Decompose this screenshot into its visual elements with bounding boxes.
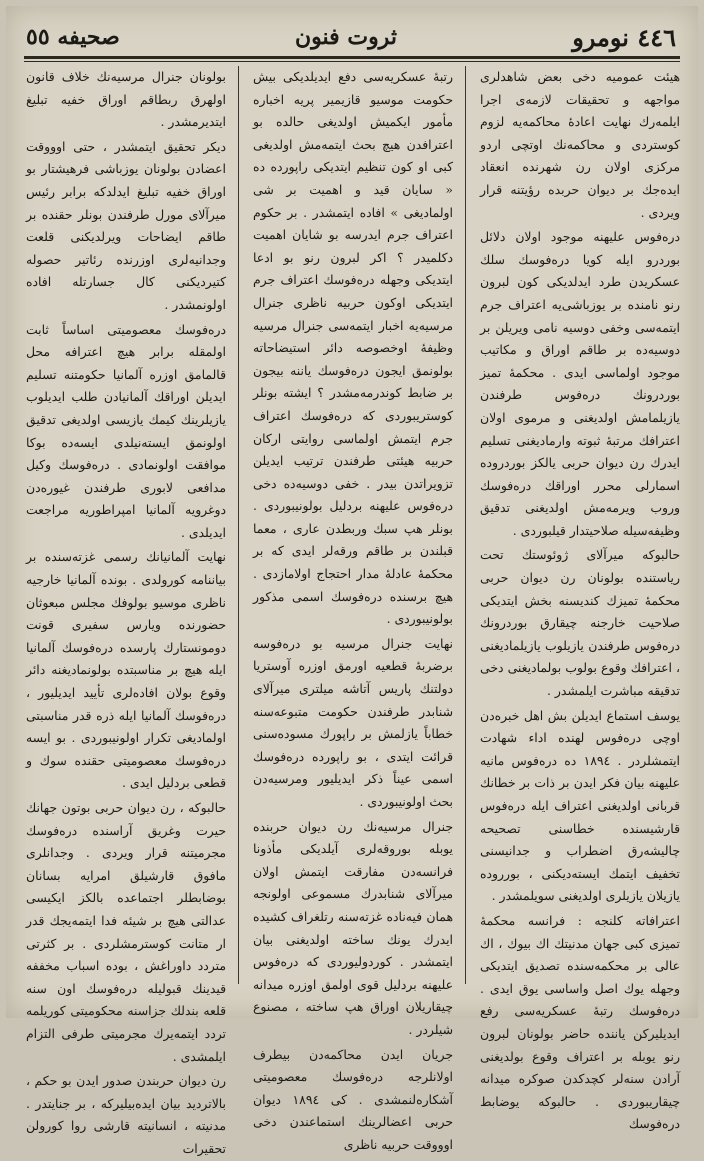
paragraph: بولونان جنرال مرسیه‌نك خلاف قانون اولهرق ربطاقم اوراق خفیه تبلیغ ایتدیرمشدر . [26,69,226,130]
text-column-middle [253,66,453,1152]
paragraph: نهایت آلمانیانك رسمی غزته‌سنده بر بیاننامه کورولدی . بونده آلمانیا خارجیه ناظری موسیو بولوفك مجلس مبعوثان حضورنده ویارس سفیری قونت دومونستارك پارسده دره‌فوسك آلمانیا ایله هیچ بر مناسبتده بولونمادیغنه دائر وقوع بولان افاده‌لری تأیید ایدیلیور ، دره‌فوسك آلمانیا ایله ذره قدر مناسبتی اولمادیغی تکرار اولونیبوردی . بو ایسه دره‌فوسك معصومیتی حقنده سوك و قطعی بردلیل ایدی . [26,549,226,791]
paragraph: رن دیوان حربندن صدور ایدن بو حکم ، بالاتردید بیان ایده‌بیلیرکه ، بر جنایتدر . مدنیته ، انسانیته قارشی روا کورولن تحقیرات [26,1073,226,1156]
paragraph: اعترافاته کلنجه : فرانسه محکمهٔ تمیزی کبی جهان مدنیتك اك بیوك ، اك عالی بر محکمه‌سنده تصدیق ایتدیکی وجهله یوك اصل واساسی یوق ایدی . دره‌فوسك رتبهٔ عسکریه‌سی رفع ایدیلیرکن یاننده حاضر بولونان لبرون رنو یوبله بر اعتراف وقوع بولدیغنی آرادن سنه‌لر کچدکدن صوکره میدانه چیقاریبوردی . حالبوکه یوضابط دره‌فوسك [480,912,680,1132]
paragraph: جنرال مرسیه‌نك رن دیوان حربنده یوبله بوروقه‌لری آیلدیکی مأذونا فرانسه‌دن مفارقت ایتمش اولان میرآلای شنابدرك مسموعی اولونجه همان فیه‌ناده غزته‌سنه رتلغراف کشیده ایدرك یونك ساخته اولدیغنی بیان ایتمشدر . کوردولیوردی که دره‌فوس علیهنه بردلیل قوی اولمق اوزره میدانه چیقاریلان اوراق هپ ساخته ، مصنوع شیلردر . [253,818,453,1037]
paragraph: دره‌فوس علیهنه موجود اولان دلائل بوردرو ایله کویا دره‌فوسك سلك عسکریدن طرد ایدلدیکی کون لبرون رنو نامنده بر یوزباشی‌یه اعتراف جرم ایتمه‌سی وخفی دوسیه نامی ویریلن بر دوسیه‌ده بر طاقم اوراق و مکاتیب موجود اولماسی ایدی . محکمه‌ٔ تمیز بوردرونك دره‌فوس طرفندن یازیلمامش اولدیغنی و مرموی اولان اعترافك مرتبه‌ٔ ثبوته وارمادیغنی تسلیم ایدرك رن دیوان حربی یالکز بوردروده اسمارلی محرر اوراقك دره‌فوسك وروب ویرمه‌مش اولدیغنی تدقیق وظیفه‌سیله صلاحیتدار قیلبوردی . [480,229,680,538]
column-divider [465,66,466,984]
paragraph: حالبوکه میرآلای ژوئوستك تحت ریاستنده بولونان رن دیوان حربی محکمه‌ٔ تمیزك کندیسنه بخش ایتدیکی صلاحیت خارجنه چیقارق بوردرونك دره‌فوس طرفندن یازیلوب یازیلمادیغنی ، اعترافك وقوع بولوب بولمادیغنی دخی تدقیقه مباشرت ایلمشدر . [480,547,680,699]
page-header [26,20,676,54]
issue-number: ٤٤٦ نومرو [572,22,676,52]
paragraph: دیکر تحقیق ایتمشدر ، حتی اوووقت اعضادن بولونان یوزباشی فرهیشتار بو اوراق خفیه تبلیغ ایدلدکه برابر رئیس میرآلای مورل طرفندن بونلر حقنده بر طاقم ایضاحات ویرلدیکنی قلعت وجدانیه‌لری اوزرنده رئاتیر حصوله کتیردیکنی کال جسارتله افاده اولونمشدر . [26,138,226,312]
paragraph: دره‌فوسك معصومیتی اساساً ثابت اولمقله برابر هیچ اعترافه محل قالمامق اوزره آلمانیا حکومتنه تسلیم ایدیلن اوراقك آلمانیادن طلب ایدیلوب یازیلرینك کیمك یازیسی اولدیغی تدقیق اولونمق ایسته‌نیلدی ایسه‌ده بوکا موافقت اولونمادی . دره‌فوسك وکیل مدافعی لابوری طرفندن غیوره‌دن دوغرویه آلمانیا امپراطوریه مراجعت ایدیلدی . [26,321,226,540]
text-column-right [480,66,680,1132]
text-column-left [26,66,226,1156]
header-rule [24,56,680,59]
paragraph: رتبهٔ عسکریه‌سی دفع ایدیلدیکی بیش حکومت موسیو قازیمیر پریه اخباره مأمور ایکمیش اولدیغی حالده بو اعترافدن هیچ بحث ایتمه‌مش اولدیغی کبی او کون تنظیم ایتدیکی راپورده ده « سایان قید و اهمیت بر شی اولمادیغی » افاده ایتمشدر . بر حکوم اعتراف جرم ایدرسه بو شایان اهمیت دکلمیدر ؟ اکر لبرون رنو بو ادعا ایتدیکی وجهله دره‌فوسك اعتراف جرم ایتدیکی اوکون حربیه ناظری جنرال مرسیه‌یه اخبار ایتمه‌سی جنرال مرسیه وظیفهٔ اوخصوصه دائر استیضاحاته بولونمق ایجون دره‌فوسك یاننه بیجون بر ضابط کوندرمه‌مشدر ؟ ایشته بونلر کوستریبوردی که دره‌فوسك اعتراف جرم ایتمش اولماسی روایتی ارکان حربیه هیئتی طرفندن ترتیب ایدیلن تزویراتدن بیدر . خفی دوسیه‌ده دخی دره‌فوس علیهنه بردلیل بولونیبوردی . بونلر هپ سبك وربطدن عاری ، معما قبلندن بر طاقم ورقه‌لر ایدی که بر محکمهٔ عادلهٔ مدار احتجاج اولامازدی . هیچ برسنده دره‌فوسك اسمی مذکور بولونیبوردی . [253,69,453,627]
header-rule-thin [24,61,680,62]
page-number: صحیفه ٥٥ [26,24,120,50]
paragraph: جریان ایدن محاکمه‌دن بیطرف اولانلرجه دره‌فوسك معصومیتی آشکاره‌لنمشدی . کی ١٨٩٤ دیوان حربی اعضالرینك استماعندن دخی اوووقت حربیه ناظری [253,1046,453,1152]
magazine-title: ثروت فنون [295,24,397,50]
paragraph: حالبوکه ، رن دیوان حربی بوتون جهانك حیرت وغریق آراسنده دره‌فوسك مجرمیتنه قرار ویردی . وجدانلری مافوق قارشیلق امرایه بسانان بوضابطلر اجتماعده بالکز ایکیسی عدالتی هیچ بر شیئه فدا ایتمه‌یجك قدر ار متانت کوسترمشلردی . بر کثرتی متردد داوراغش ، بوده اسباب مخففه قیدینك قبولیله دره‌فوسك اون سنه قلعه بندلك جزاسنه محکومیتی کوریلمه تردد ایتمه‌یرك مجرمیتی طرفی التزام ایلمشدی . [26,800,226,1064]
paragraph: یوسف استماع ایدیلن بش اهل خبره‌دن اوچی دره‌فوس لهنده اداء شهادت ایتمشلردر . ١٨٩٤ ده دره‌فوس مانیه علیهنه بیان فکر ایدن بر ذات بر خطانك قربانی اولدیغنی اعتراف ایله دره‌فوس قارشیسنده خطاسنی تصحیحه چالیشه‌رق اضطراب و جدانیسنی تخفیف ایتمك ایسته‌دیکنی ، بورروده یازیلان یازیلری اولدیغنی سویلمشدر . [480,707,680,904]
paragraph: هیئت عمومیه دخی بعض شاهدلری مواجهه و تحقیقات لازمه‌ی اجرا ایلمه‌رك نهایت اعاده‌ٔ محاکمه‌یه لزوم کوستردی و محاکمه‌نك اوتچی اردو مرکزی اولان رن شهرنده انعقاد ایده‌جك بر دیوان حربده رؤیتنه قرار ویردی . [480,69,680,220]
newspaper-page [6,6,698,1156]
column-divider [238,66,239,984]
paragraph: نهایت جنرال مرسیه بو دره‌فوسه برضربهٔ قطعیه اورمق اوزره آوستریا دولتنك پاریس آتاشه میلتری میرآلای شنابدر طرفندن حکومت متبوعه‌سنه خطاباً یازلمش بر راپورك مسوده‌سنی قرائت ایتدی ، بو راپورده دره‌فوسك اسمی عیناً ذکر ایدیلیور ومرسیه‌دن بحث اولونیبوردی . [253,635,453,809]
